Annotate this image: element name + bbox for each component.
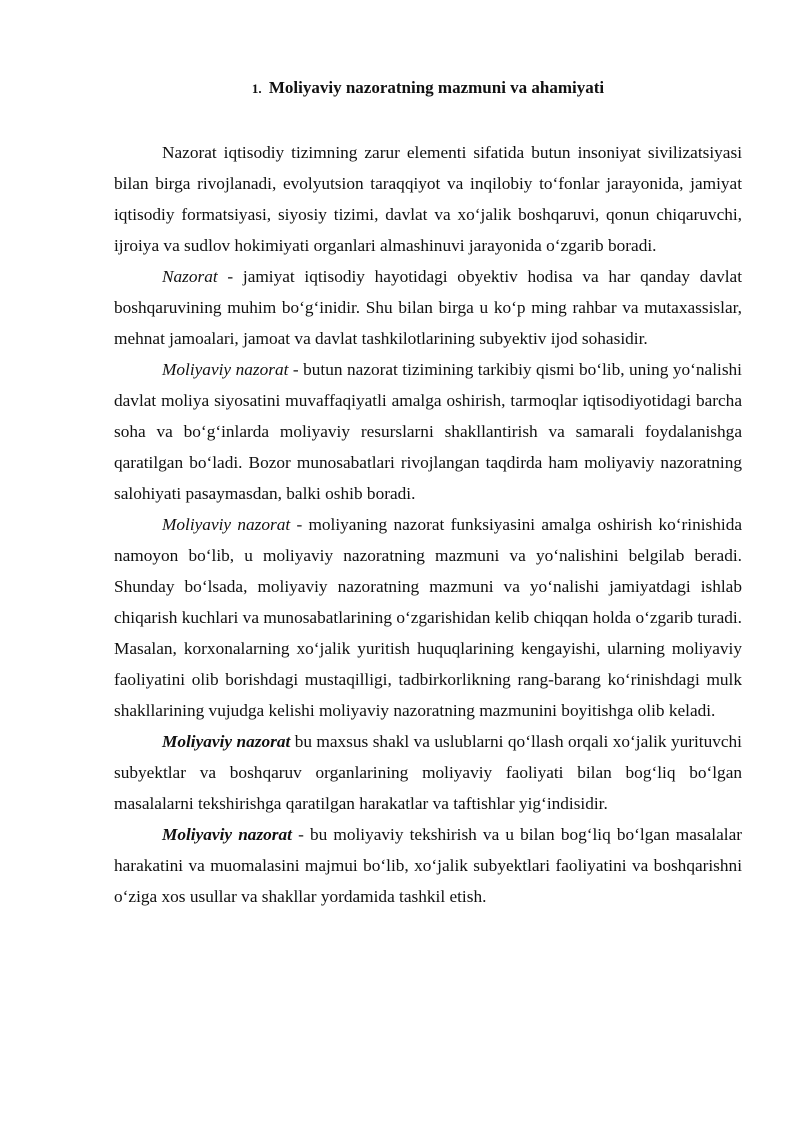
paragraph-5	[114, 726, 742, 819]
paragraph-term-bold: Moliyaviy nazorat	[162, 732, 291, 751]
paragraph-2	[114, 261, 742, 354]
paragraph-text: - butun nazorat tizimining tarkibiy qismi bo‘lib, uning yo‘nalishi davlat moliya siyosatini muvaffaqiyatli amalga oshirish, tarmoqlar iqtisodiyotidagi barcha soha va bo‘g‘inlarda moliyaviy resurslarni shakllantirish va samarali foydalanishga qaratilgan bo‘ladi. Bozor munosabatlari rivojlangan taqdirda ham moliyaviy nazoratning salohiyati pasaymasdan, balki oshib boradi.	[114, 360, 742, 503]
paragraph-term: Nazorat	[162, 267, 218, 286]
paragraph-1	[114, 137, 742, 261]
paragraph-4	[114, 509, 742, 726]
document-page	[114, 70, 742, 912]
paragraph-text: - moliyaning nazorat funksiyasini amalga oshirish ko‘rinishida namoyon bo‘lib, u moliyaviy nazoratning mazmuni va yo‘nalishini belgilab beradi. Shunday bo‘lsada, moliyaviy nazoratning mazmuni va yo‘nalishi jamiyatdagi ishlab chiqarish kuchlari va munosabatlarining o‘zgarishidan kelib chiqqan holda o‘zgarib turadi. Masalan, korxonalarning xo‘jalik yuritish huquqlarining kengayishi, ularning moliyaviy faoliyatini olib borishdagi mustaqilligi, tadbirkorlikning rang-barang ko‘rinishdagi mulk shakllarining vujudga kelishi moliyaviy nazoratning mazmunini boyitishga olib keladi.	[114, 515, 743, 720]
paragraph-term: Moliyaviy nazorat	[162, 515, 291, 534]
paragraph-text: - jamiyat iqtisodiy hayotidagi obyektiv hodisa va har qanday davlat boshqaruvining muhim bo‘g‘inidir. Shu bilan birga u ko‘p ming rahbar va mutaxassislar, mehnat jamoalari, jamoat va davlat tashkilotlarining subyektiv ijod sohasidir.	[114, 267, 742, 348]
paragraph-text: Nazorat iqtisodiy tizimning zarur elementi sifatida butun insoniyat sivilizatsiyasi bilan birga rivojlanadi, evolyutsion taraqqiyot va inqilobiy to‘fonlar jarayonida, jamiyat iqtisodiy formatsiyasi, siyosiy tizimi, davlat va xo‘jalik boshqaruvi, qonun chiqaruvchi, ijroiya va sudlov hokimiyati organlari almashinuvi jarayonida o‘zgarib boradi.	[114, 143, 742, 255]
section-title: Moliyaviy nazoratning mazmuni va ahamiyati	[268, 78, 605, 97]
section-heading	[114, 78, 742, 99]
paragraph-term-bold: Moliyaviy nazorat	[162, 825, 292, 844]
paragraph-6	[114, 819, 742, 912]
paragraph-text: bu maxsus shakl va uslublarni qo‘llash orqali xo‘jalik yurituvchi subyektlar va boshqaruv organlarining moliyaviy faoliyati bilan bog‘liq bo‘lgan masalalarni tekshirishga qaratilgan harakatlar va taftishlar yig‘indisidir.	[114, 732, 742, 813]
paragraph-term: Moliyaviy nazorat	[162, 360, 289, 379]
section-number: 1.	[251, 81, 262, 96]
paragraph-3	[114, 354, 742, 509]
paragraph-text: - bu moliyaviy tekshirish va u bilan bog‘liq bo‘lgan masalalar harakatini va muomalasini majmui bo‘lib, xo‘jalik subyektlari faoliyatini va boshqarishni o‘ziga xos usullar va shakllar yordamida tashkil etish.	[114, 825, 742, 906]
